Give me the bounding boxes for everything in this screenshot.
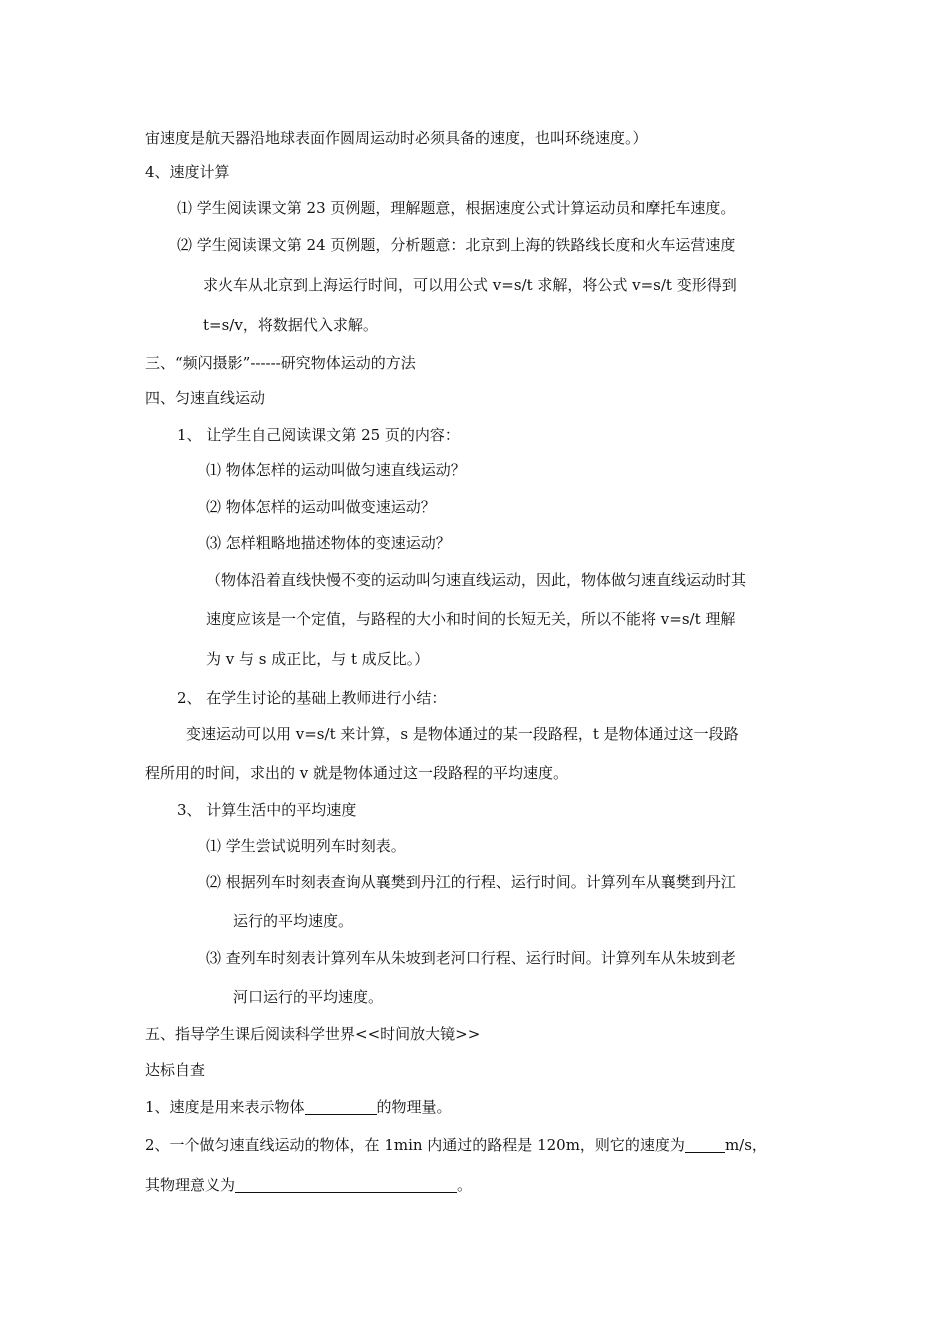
answer-blank-3[interactable]: [235, 1176, 457, 1193]
text-line: （物体沿着直线快慢不变的运动叫匀速直线运动，因此，物体做匀速直线运动时其: [206, 571, 747, 589]
text-line: 求火车从北京到上海运行时间，可以用公式 v=s/t 求解，将公式 v=s/t 变形得到: [203, 276, 737, 294]
quiz-question-1-text: 1、速度是用来表示物体: [145, 1098, 305, 1116]
text-line: 运行的平均速度。: [233, 912, 354, 930]
answer-blank-2[interactable]: [685, 1136, 725, 1153]
quiz-question-2-text: 2、一个做匀速直线运动的物体，在 1min 内通过的路程是 120m，则它的速度为: [145, 1136, 685, 1154]
section-heading-self-check: 达标自查: [145, 1061, 206, 1079]
question-item: ⑶ 查列车时刻表计算列车从朱坡到老河口行程、运行时间。计算列车从朱坡到老: [206, 949, 736, 967]
text-line: 河口运行的平均速度。: [233, 988, 384, 1006]
question-item: ⑴ 学生尝试说明列车时刻表。: [206, 837, 406, 855]
text-line: 1、 让学生自己阅读课文第 25 页的内容：: [177, 426, 460, 444]
text-line: 变速运动可以用 v=s/t 来计算，s 是物体通过的某一段路程，t 是物体通过这一段路: [186, 725, 739, 743]
quiz-question-1-tail: 的物理量。: [376, 1098, 452, 1116]
quiz-question-2: [145, 1135, 767, 1155]
text-line: t=s/v，将数据代入求解。: [203, 316, 378, 334]
section-heading-four: 四、匀速直线运动: [145, 389, 266, 407]
question-item: ⑴ 物体怎样的运动叫做匀速直线运动？: [206, 461, 466, 479]
section-heading-speed-calc: 4、速度计算: [145, 163, 230, 181]
quiz-question-1: [145, 1097, 452, 1117]
section-heading-three: 三、“频闪摄影”------研究物体运动的方法: [145, 354, 416, 372]
text-line: 程所用的时间，求出的 v 就是物体通过这一段路程的平均速度。: [145, 764, 569, 782]
question-item: ⑶ 怎样粗略地描述物体的变速运动？: [206, 534, 451, 552]
section-heading-five: 五、指导学生课后阅读科学世界<<时间放大镜>>: [145, 1025, 481, 1043]
answer-blank-1[interactable]: [305, 1098, 377, 1115]
text-line: 为 v 与 s 成正比，与 t 成反比。）: [206, 650, 430, 668]
question-item: ⑵ 物体怎样的运动叫做变速运动？: [206, 498, 436, 516]
text-line: 2、 在学生讨论的基础上教师进行小结：: [177, 689, 447, 707]
text-line: 3、 计算生活中的平均速度: [177, 801, 357, 819]
text-line: ⑴ 学生阅读课文第 23 页例题，理解题意，根据速度公式计算运动员和摩托车速度。: [177, 199, 736, 217]
text-line: ⑵ 学生阅读课文第 24 页例题，分析题意：北京到上海的铁路线长度和火车运营速度: [177, 236, 736, 254]
quiz-question-2-meaning-text: 其物理意义为: [145, 1176, 236, 1194]
text-line: 宙速度是航天器沿地球表面作圆周运动时必须具备的速度，也叫环绕速度。）: [145, 129, 648, 147]
question-item: ⑵ 根据列车时刻表查询从襄樊到丹江的行程、运行时间。计算列车从襄樊到丹江: [206, 873, 736, 891]
text-line: 速度应该是一个定值，与路程的大小和时间的长短无关，所以不能将 v=s/t 理解: [206, 610, 736, 628]
quiz-question-2-meaning-tail: 。: [457, 1176, 473, 1194]
quiz-question-2-meaning: [145, 1175, 472, 1195]
quiz-question-2-unit: m/s，: [724, 1136, 767, 1154]
